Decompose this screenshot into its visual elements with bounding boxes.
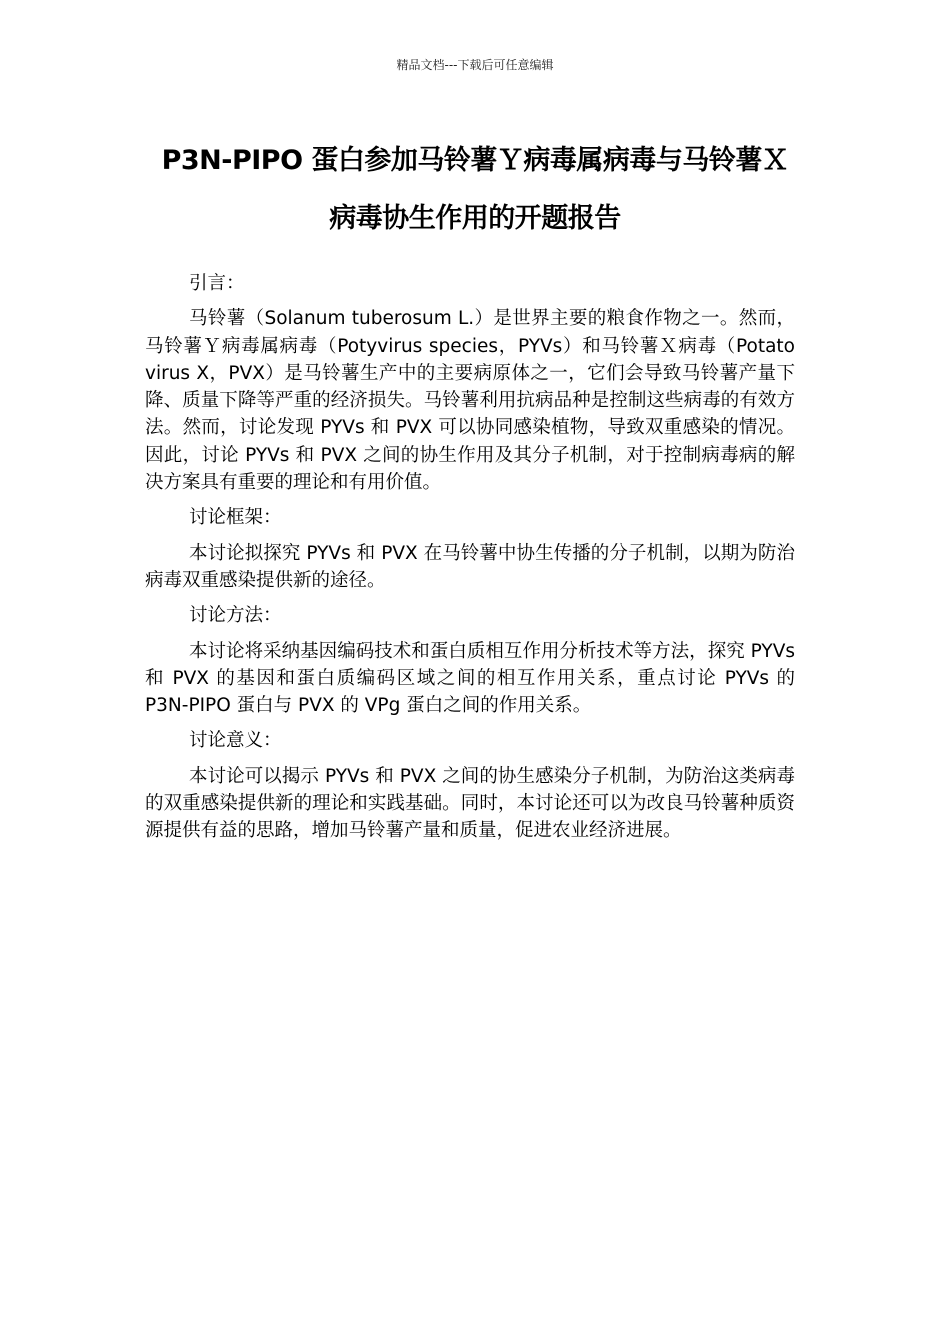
section-heading-intro: 引言： <box>189 273 245 294</box>
section-paragraph-framework: 本讨论拟探究 PYVs 和 PVX 在马铃薯中协生传播的分子机制，以期为防治病毒双重感染提供新的途径。 <box>145 542 795 591</box>
title-line-2: 病毒协生作用的开题报告 <box>329 203 621 234</box>
section-paragraph-intro: 马铃薯（Solanum tuberosum L.）是世界主要的粮食作物之一。然而，马铃薯Ｙ病毒属病毒（Potyvirus species，PYVs）和马铃薯Ｘ病毒（Potato virus X，PVX）是马铃薯生产中的主要病原体之一，它们会导致马铃薯产量下降、质量下降等严重的经济损失。马铃薯利用抗病品种是控制这些病毒的有效方法。然而，讨论发现 PYVs 和 PVX 可以协同感染植物，导致双重感染的情况。因此，讨论 PYVs 和 PVX 之间的协生作用及其分子机制，对于控制病毒病的解决方案具有重要的理论和有用价值。 <box>145 308 795 494</box>
header-note: 精品文档---下载后可任意编辑 <box>396 58 554 72</box>
document-title <box>110 132 840 248</box>
section-heading-framework: 讨论框架： <box>189 507 282 529</box>
title-line-1: P3N-PIPO 蛋白参加马铃薯Ｙ病毒属病毒与马铃薯Ｘ <box>161 145 789 176</box>
section-paragraph-methods: 本讨论将采纳基因编码技术和蛋白质相互作用分析技术等方法，探究 PYVs 和 PVX 的基因和蛋白质编码区域之间的相互作用关系，重点讨论 PYVs 的 P3N-PIPO 蛋白与 PVX 的 VPg 蛋白之间的作用关系。 <box>145 640 795 717</box>
document-body <box>145 270 795 853</box>
section-heading-significance: 讨论意义： <box>189 730 282 752</box>
section-heading-methods: 讨论方法： <box>189 605 282 627</box>
section-paragraph-significance: 本讨论可以揭示 PYVs 和 PVX 之间的协生感染分子机制，为防治这类病毒的双重感染提供新的理论和实践基础。同时，本讨论还可以为改良马铃薯种质资源提供有益的思路，增加马铃薯产量和质量，促进农业经济进展。 <box>145 765 795 842</box>
